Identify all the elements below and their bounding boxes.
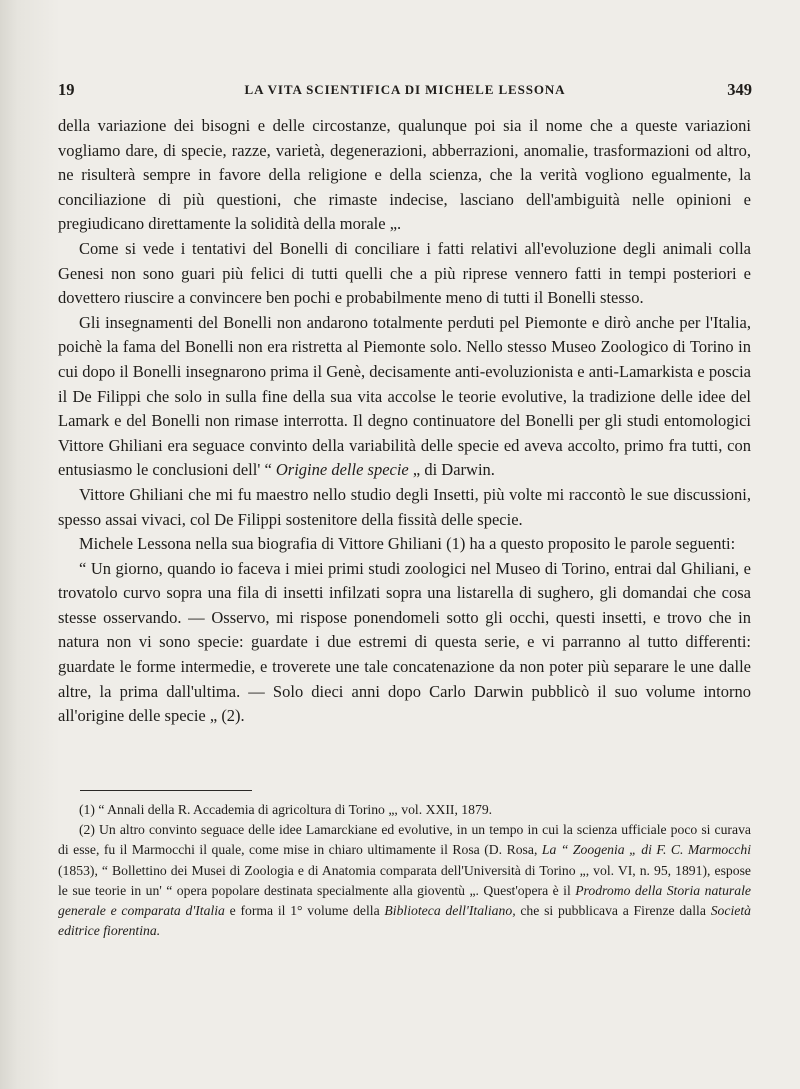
running-title: LA VITA SCIENTIFICA DI MICHELE LESSONA — [244, 82, 566, 97]
footnote-1: (1) “ Annali della R. Accademia di agricoltura di Torino „, vol. XXII, 1879. — [79, 802, 493, 817]
footnotes — [58, 800, 751, 941]
book-title-origine: Origine delle specie — [275, 460, 409, 480]
footnote-2 — [58, 820, 751, 941]
footnote-2-part: e forma il 1° volume della — [224, 903, 385, 919]
footnote-2-italic: Società editrice fiorentina. — [58, 903, 751, 939]
footnote-rule — [80, 790, 252, 791]
footnote-2-italic: Biblioteca dell'Italiano, — [384, 903, 516, 919]
signature-mark: 19 — [58, 80, 75, 99]
running-head — [58, 80, 752, 102]
footnote-2-italic: La “ Zoogenia „ di F. C. Marmocchi — [541, 842, 752, 858]
footnote-2-part: (1853), “ Bollettino dei Musei di Zoologia e di Anatomia comparata dell'Università di Torino „, vol. VI, n. 95, 1891), espose le sue teorie in un' “ opera popolare destinata specialmente alla gioventù „. Quest'opera è il — [58, 862, 751, 898]
paragraph-3-text: Gli insegnamenti del Bonelli non andarono totalmente perduti pel Piemonte e dirò anche per l'Italia, poichè la fama del Bonelli non era ristretta al Piemonte solo. Nello stesso Museo Zoologico di Torino in cui dopo il Bonelli insegnarono prima il Genè, decisamente anti-evoluzionista e anti-Lamarkista e poscia il De Filippi che solo in sulla fine della sua vita accolse le teorie evolutive, la tradizione delle idee del Lamark e del Bonelli non rimase interrotta. Il degno continuatore del Bonelli per gli studi entomologici Vittore Ghiliani era seguace convinto della variabilità delle specie ed aveva accolto, primo fra tutti, con entusiasmo le conclusioni dell' — [58, 312, 751, 480]
paragraph-4: Vittore Ghiliani che mi fu maestro nello studio degli Insetti, più volte mi raccontò le sue discussioni, spesso assai vivaci, col De Filippi sostenitore della fissità delle specie. — [58, 484, 751, 529]
page-number: 349 — [727, 80, 752, 99]
quotation-paragraph: “ Un giorno, quando io faceva i miei primi studi zoologici nel Museo di Torino, entrai dal Ghiliani, e trovatolo curvo sopra una fila di insetti infilzati sopra una listarella di sughero, gli domandai che cosa stesse osservando. — Osservo, mi rispose ponendomeli sotto gli occhi, questi insetti, e trovo che in natura non vi sono specie: guardate i due estremi di questa serie, e vi parranno al tutto differenti: guardate le forme intermedie, e troverete une tale concatenazione da non poter più separare le une dalle altre, la prima dall'ultima. — Solo dieci anni dopo Carlo Darwin pubblicò il suo volume intorno all'origine delle specie „ (2). — [58, 558, 751, 726]
paragraph-1: della variazione dei bisogni e delle circostanze, qualunque poi sia il nome che a queste variazioni vogliamo dare, di specie, razze, varietà, degenerazioni, abberrazioni, anomalie, trasformazioni od altro, ne risulterà sempre in favore della religione e della scienza, che la verità vogliono egualmente, la conciliazione di più questioni, che rimaste indecise, lasciano dell'ambiguità nelle opinioni e pregiudicano direttamente la solidità della morale „. — [58, 116, 751, 234]
footnote-2-part: che si pubblicava a Firenze dalla — [515, 903, 711, 919]
body-text — [58, 114, 751, 729]
paragraph-3-end: di Darwin. — [424, 460, 495, 480]
footnote-2-italic: Prodromo della Storia naturale generale e comparata d'Italia — [58, 882, 751, 919]
paragraph-5: Michele Lessona nella sua biografia di Vittore Ghiliani (1) ha a questo proposito le parole seguenti: — [79, 534, 736, 554]
footnote-2-part: (2) Un altro convinto seguace delle idee Lamarckiane ed evolutive, in un tempo in cui la scienza ufficiale poco si curava di esse, fu il Marmocchi il quale, come mise in chiaro ultimamente il Rosa (D. Rosa, — [58, 822, 751, 858]
paragraph-2: Come si vede i tentativi del Bonelli di conciliare i fatti relativi all'evoluzione degli animali colla Genesi non sono guari più felici di tutti quelli che a più riprese vennero fatti in tempi posteriori e dovettero riuscire a convincere ben pochi e probabilmente meno di tutti il Bonelli stesso. — [58, 238, 751, 308]
paragraph-3: Gli insegnamenti del Bonelli non andarono totalmente perduti pel Piemonte e dirò anche per l'Italia, poichè la fama del Bonelli non era ristretta al Piemonte solo. Nello stesso Museo Zoologico di Torino in cui dopo il Bonelli insegnarono prima il Genè, decisamente anti-evoluzionista e anti-Lamarkista e poscia il De Filippi che solo in sulla fine della sua vita accolse le teorie evolutive, la tradizione delle idee del Lamark e del Bonelli non rimase interrotta. Il degno continuatore del Bonelli per gli studi entomologici Vittore Ghiliani era seguace convinto della variabilità delle specie ed aveva accolto, primo fra tutti, con entusiasmo le conclusioni dell' “ Origine delle specie „ di Darwin. — [58, 312, 751, 480]
